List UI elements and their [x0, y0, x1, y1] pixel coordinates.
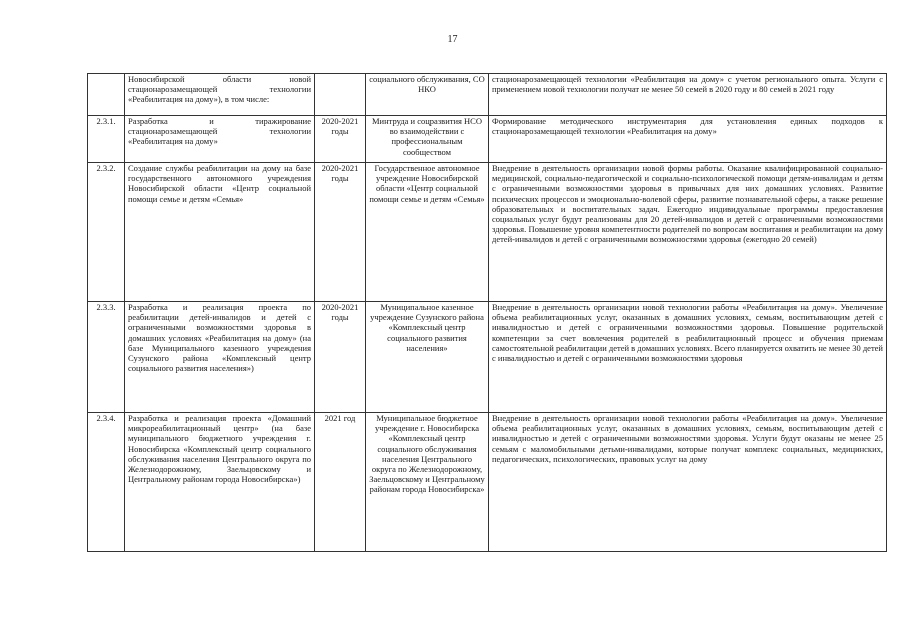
measure-title: Новосибирской области новой стационарозамещающей технологии «Реабилитация на дому»), в том числе: — [125, 74, 315, 116]
measure-title: Создание службы реабилитации на дому на базе государственного автономного учреждения Новосибирской области «Центр социальной помощи семье и детям «Семья» — [125, 163, 315, 302]
expected-result: Формирование методического инструментария для установления единых подходов к стационарозамещающей технологии «Реабилитация на дому» — [489, 116, 887, 163]
row-number: 2.3.3. — [88, 302, 125, 413]
table-row — [88, 302, 887, 413]
period: 2020-2021 годы — [315, 163, 366, 302]
measure-title: Разработка и реализация проекта по реабилитации детей-инвалидов и детей с ограниченными возможностями здоровья в домашних условиях «Реабилитация на дому» (на базе Муниципального казенного учреждения Сузунского района «Комплексный центр социального развития населения») — [125, 302, 315, 413]
table-row — [88, 74, 887, 116]
measures-table — [87, 73, 887, 552]
expected-result: Внедрение в деятельность организации новой формы работы. Оказание квалифицированной социально-медицинской, социально-педагогической и социально-психологической помощи детям-инвалидам и детям с ограниченными возможностями здоровья в привычных для них домашних условиях. Развитие психических процессов и эмоционально-волевой сферы, развитие познавательной сферы, а также решение образовательных и воспитательных задач. Ежегодно индивидуальные программы предоставления социальных услуг будут реализованы для 20 детей-инвалидов и детей с ограниченными возможностями здоровья. Повышение уровня компетентности родителей по вопросам воспитания и реабилитации на дому детей-инвалидов и детей с ограниченными возможностями здоровья (ежегодно 20 семей) — [489, 163, 887, 302]
page-number: 17 — [447, 34, 458, 45]
row-number: 2.3.4. — [88, 413, 125, 552]
row-number: 2.3.1. — [88, 116, 125, 163]
measure-title: Разработка и реализация проекта «Домашний микрореабилитационный центр» (на базе муниципального бюджетного учреждения г. Новосибирска «Комплексный центр социального обслуживания населения Центрального округа по Железнодорожному, Заельцовскому и Центральному районам города Новосибирска») — [125, 413, 315, 552]
table-row — [88, 413, 887, 552]
measure-title: Разработка и тиражирование стационарозамещающей технологии «Реабилитация на дому» — [125, 116, 315, 163]
table-row — [88, 116, 887, 163]
executor: социального обслуживания, СО НКО — [366, 74, 489, 116]
period: 2020-2021 годы — [315, 116, 366, 163]
period: 2020-2021 годы — [315, 302, 366, 413]
executor: Государственное автономное учреждение Новосибирской области «Центр социальной помощи семье и детям «Семья» — [366, 163, 489, 302]
expected-result: стационарозамещающей технологии «Реабилитация на дому» с учетом регионального опыта. Услуги с применением новой технологии получат не менее 50 семей в 2020 году и 80 семей в 2021 году — [489, 74, 887, 116]
executor: Минтруда и соцразвития НСО во взаимодействии с профессиональным сообществом — [366, 116, 489, 163]
executor: Муниципальное казенное учреждение Сузунского района «Комплексный центр социального развития населения» — [366, 302, 489, 413]
table-row — [88, 163, 887, 302]
executor: Муниципальное бюджетное учреждение г. Новосибирска «Комплексный центр социального обслуживания населения Центрального округа по Железнодорожному, Заельцовскому и Центральному районам города Новосибирска» — [366, 413, 489, 552]
period: 2021 год — [315, 413, 366, 552]
expected-result: Внедрение в деятельность организации новой технологии работы «Реабилитация на дому». Увеличение объема реабилитационных услуг, оказанных в домашних условиях, семьям, воспитывающим детей с инвалидностью и детей с ограниченными возможностями здоровья. Повышение родительской компетенции за счет вовлечения родителей в реабилитационный процесс и обучения приемам самостоятельной реабилитации детей в домашних условиях. Всего планируется охватить не менее 30 детей с инвалидностью и детей с ограниченными возможностями здоровья — [489, 302, 887, 413]
period — [315, 74, 366, 116]
expected-result: Внедрение в деятельность организации новой технологии работы «Реабилитация на дому». Увеличение объема реабилитационных услуг, оказанных в домашних условиях, семьям, воспитывающим детей с инвалидностью и детей с ограниченными возможностями здоровья. Услуги будут оказаны не менее 25 семьям с маломобильными детьми-инвалидами, которые получат комплекс социальных, медицинских, педагогических, психологических, правовых услуг на дому — [489, 413, 887, 552]
row-number — [88, 74, 125, 116]
row-number: 2.3.2. — [88, 163, 125, 302]
